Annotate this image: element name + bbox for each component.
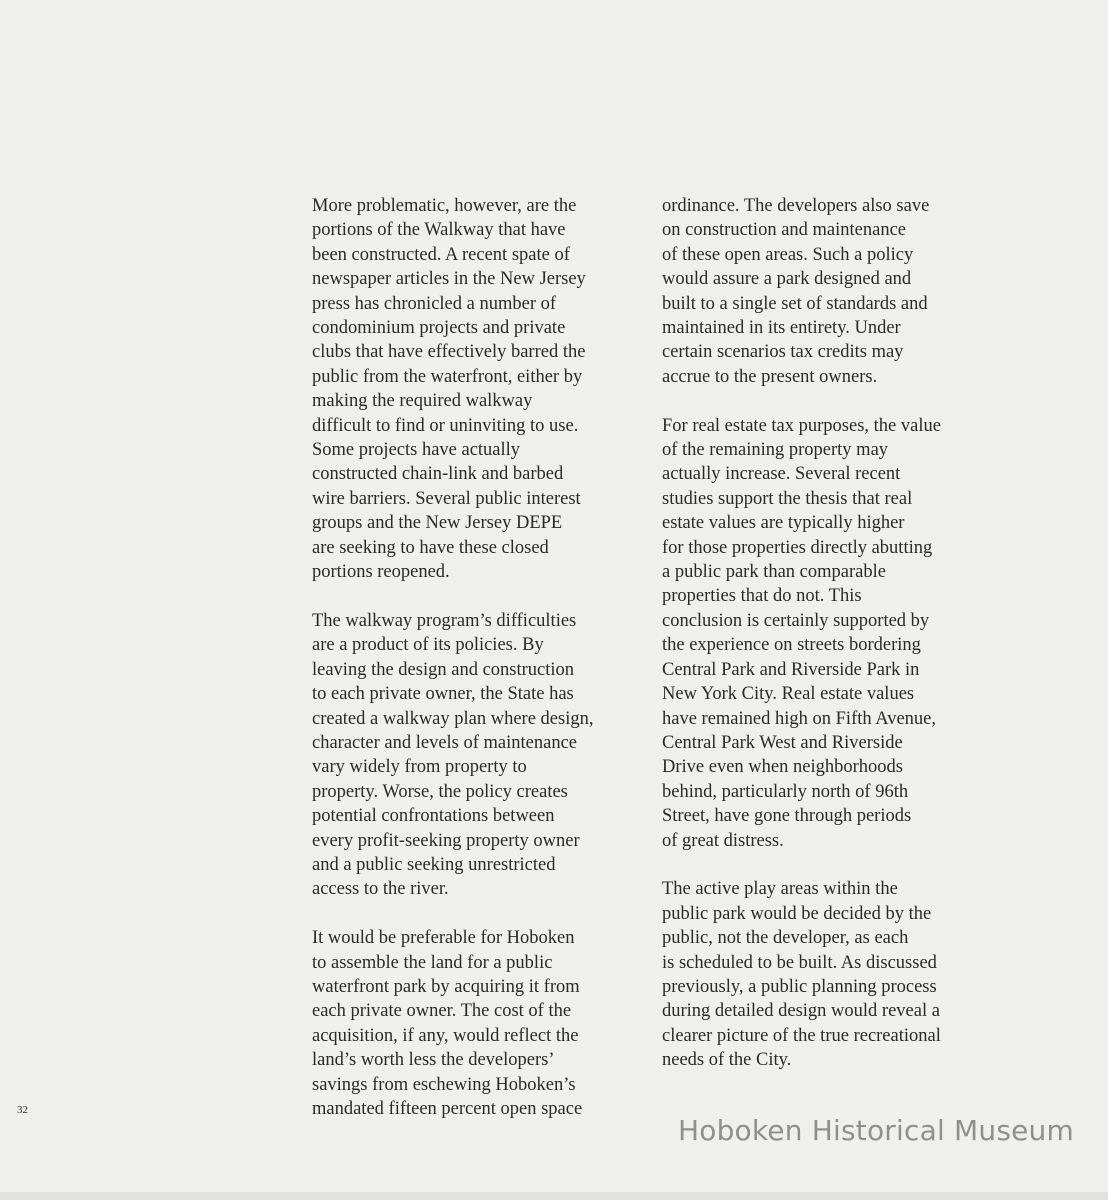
text-line: Street, have gone through periods: [662, 806, 912, 827]
right-text-column: [662, 194, 972, 1073]
text-line: are seeking to have these closed: [312, 537, 549, 558]
text-line: previously, a public planning process: [662, 976, 937, 997]
text-line: have remained high on Fifth Avenue,: [662, 708, 937, 729]
text-line: clearer picture of the true recreational: [662, 1025, 941, 1046]
text-line: New York City. Real estate values: [662, 684, 915, 705]
text-line: acquisition, if any, would reflect the: [312, 1025, 579, 1046]
text-line: leaving the design and construction: [312, 659, 575, 680]
text-line: been constructed. A recent spate of: [312, 244, 570, 265]
paragraph: [662, 194, 972, 389]
text-line: Central Park West and Riverside: [662, 732, 903, 753]
text-line: behind, particularly north of 96th: [662, 781, 909, 802]
text-line: property. Worse, the policy creates: [312, 781, 568, 802]
text-line: portions reopened.: [312, 562, 450, 583]
text-line: public park would be decided by the: [662, 903, 932, 924]
text-line: created a walkway plan where design,: [312, 708, 594, 729]
text-line: conclusion is certainly supported by: [662, 610, 930, 631]
text-line: each private owner. The cost of the: [312, 1001, 572, 1022]
paragraph: [662, 414, 972, 853]
text-line: a public park than comparable: [662, 562, 886, 583]
text-line: portions of the Walkway that have: [312, 220, 566, 241]
text-line: making the required walkway: [312, 391, 533, 412]
text-line: needs of the City.: [662, 1050, 792, 1071]
text-line: The active play areas within the: [662, 879, 898, 900]
text-line: the experience on streets bordering: [662, 635, 921, 656]
text-line: clubs that have effectively barred the: [312, 342, 586, 363]
text-line: and a public seeking unrestricted: [312, 854, 556, 875]
text-line: of great distress.: [662, 830, 784, 851]
text-line: are a product of its policies. By: [312, 635, 544, 656]
text-line: land’s worth less the developers’: [312, 1050, 555, 1071]
paragraph-gap: [312, 902, 612, 926]
text-line: access to the river.: [312, 879, 449, 900]
page-number: 32: [17, 1104, 28, 1116]
text-line: is scheduled to be built. As discussed: [662, 952, 937, 973]
text-line: It would be preferable for Hoboken: [312, 928, 575, 949]
text-line: public, not the developer, as each: [662, 928, 909, 949]
text-line: newspaper articles in the New Jersey: [312, 269, 586, 290]
text-line: public from the waterfront, either by: [312, 366, 583, 387]
text-line: More problematic, however, are the: [312, 196, 577, 216]
text-line: built to a single set of standards and: [662, 293, 928, 314]
text-line: on construction and maintenance: [662, 220, 907, 241]
paragraph-gap: [662, 389, 972, 413]
text-line: waterfront park by acquiring it from: [312, 976, 580, 997]
text-line: to assemble the land for a public: [312, 952, 553, 973]
paragraph-gap: [662, 853, 972, 877]
text-line: accrue to the present owners.: [662, 366, 878, 387]
text-line: vary widely from property to: [312, 757, 527, 778]
text-line: Some projects have actually: [312, 440, 521, 461]
text-line: maintained in its entirety. Under: [662, 318, 901, 339]
text-line: to each private owner, the State has: [312, 684, 574, 705]
text-line: ordinance. The developers also save: [662, 196, 930, 216]
page-bottom-edge: [0, 1192, 1108, 1200]
text-line: every profit-seeking property owner: [312, 830, 580, 851]
text-line: groups and the New Jersey DEPE: [312, 513, 563, 534]
text-line: actually increase. Several recent: [662, 464, 901, 485]
text-line: potential confrontations between: [312, 806, 555, 827]
text-line: The walkway program’s difficulties: [312, 610, 577, 631]
text-line: savings from eschewing Hoboken’s: [312, 1074, 576, 1095]
text-line: condominium projects and private: [312, 318, 566, 339]
text-line: press has chronicled a number of: [312, 293, 557, 314]
text-line: character and levels of maintenance: [312, 732, 578, 753]
text-line: Central Park and Riverside Park in: [662, 659, 920, 680]
text-line: of the remaining property may: [662, 440, 889, 461]
text-line: constructed chain-link and barbed: [312, 464, 564, 485]
paragraph-gap: [312, 585, 612, 609]
text-line: during detailed design would reveal a: [662, 1001, 940, 1022]
text-line: Drive even when neighborhoods: [662, 757, 903, 778]
paragraph: [312, 926, 612, 1121]
text-line: difficult to find or uninviting to use.: [312, 415, 579, 436]
text-line: For real estate tax purposes, the value: [662, 415, 941, 436]
left-text-column: [312, 194, 612, 1121]
text-line: properties that do not. This: [662, 586, 862, 607]
text-line: estate values are typically higher: [662, 513, 905, 534]
paragraph: [312, 194, 612, 585]
text-line: studies support the thesis that real: [662, 488, 913, 509]
paragraph: [662, 877, 972, 1072]
text-line: certain scenarios tax credits may: [662, 342, 904, 363]
museum-watermark: Hoboken Historical Museum: [678, 1114, 1074, 1147]
text-line: of these open areas. Such a policy: [662, 244, 914, 265]
text-line: mandated fifteen percent open space: [312, 1099, 583, 1119]
text-line: would assure a park designed and: [662, 269, 912, 290]
paragraph: [312, 609, 612, 902]
text-line: wire barriers. Several public interest: [312, 488, 581, 509]
text-line: for those properties directly abutting: [662, 537, 933, 558]
